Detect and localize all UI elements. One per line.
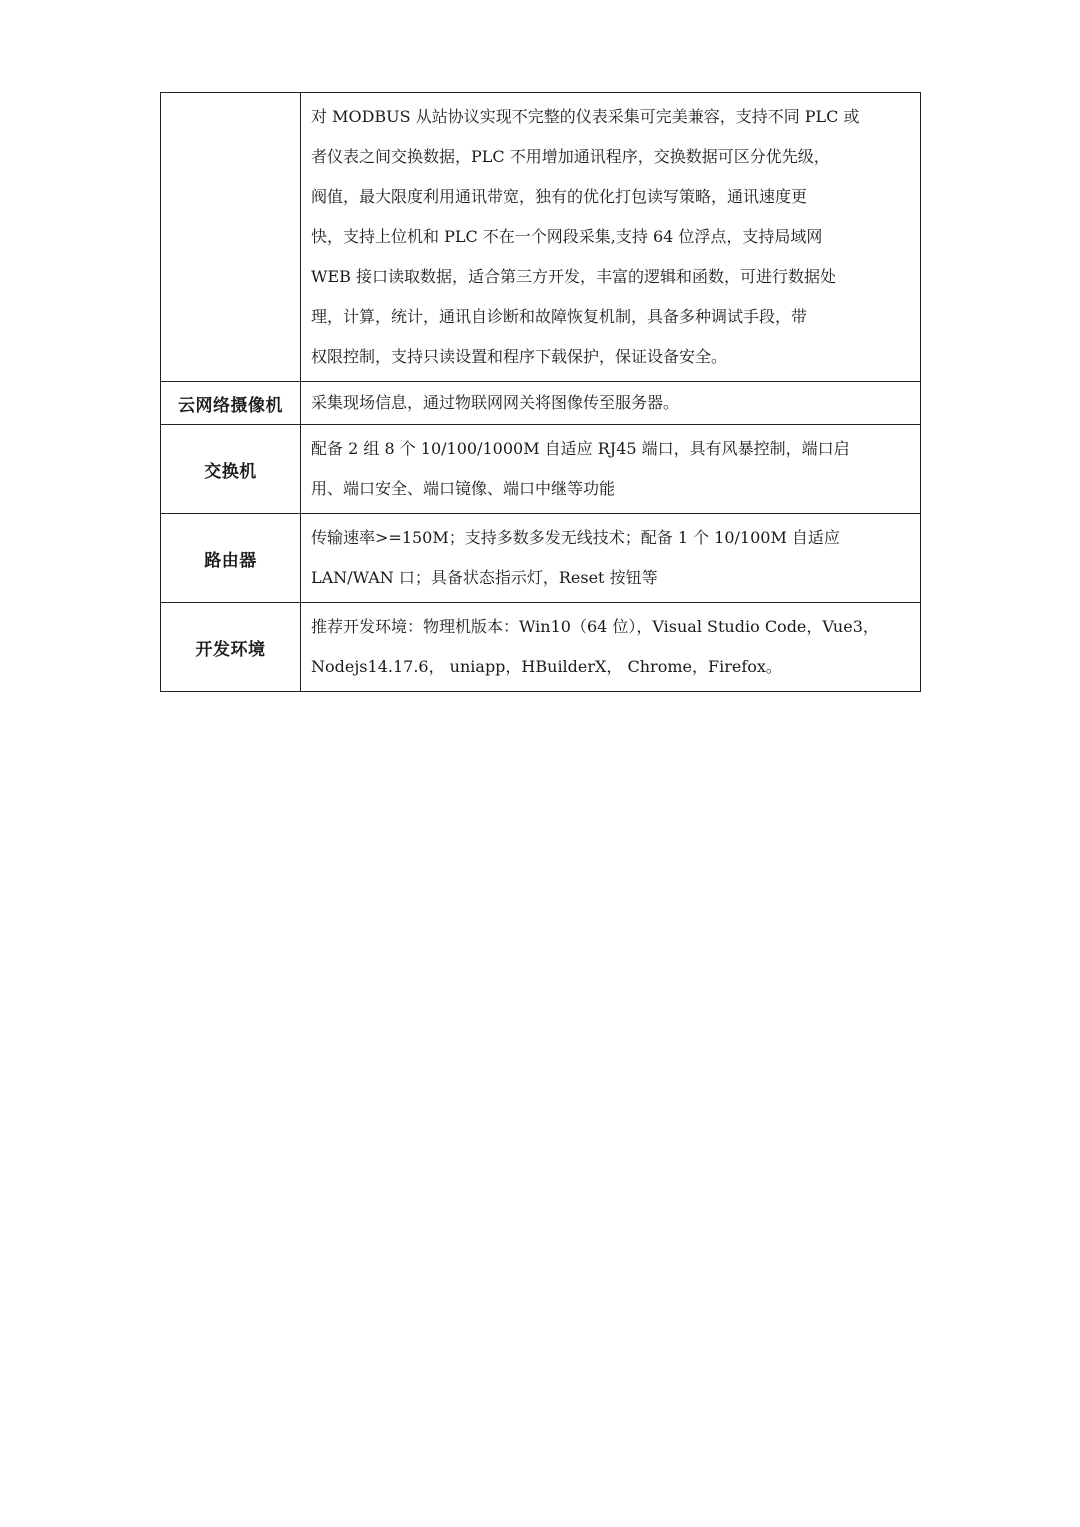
table-row-router <box>161 514 921 603</box>
row-name-cell: 开发环境 <box>161 603 301 692</box>
description-line: 阀值，最大限度利用通讯带宽，独有的优化打包读写策略，通讯速度更 <box>311 187 808 206</box>
row-description-cell <box>301 93 921 382</box>
description-line: 传输速率>=150M；支持多数多发无线技术；配备 1 个 10/100M 自适应 <box>311 528 840 547</box>
spec-table <box>160 92 921 692</box>
row-description-cell <box>301 382 921 425</box>
description-line: 用、端口安全、端口镜像、端口中继等功能 <box>311 479 616 498</box>
row-name-cell: 路由器 <box>161 514 301 603</box>
description-line: LAN/WAN 口；具备状态指示灯，Reset 按钮等 <box>311 568 658 587</box>
row-description-cell <box>301 603 921 692</box>
description-line: 理，计算，统计，通讯自诊断和故障恢复机制，具备多种调试手段，带 <box>311 307 808 326</box>
description-line: 对 MODBUS 从站协议实现不完整的仪表采集可完美兼容，支持不同 PLC 或 <box>311 107 860 126</box>
description-line: Nodejs14.17.6， uniapp，HBuilderX， Chrome，Firefox。 <box>311 657 782 676</box>
description-line: 者仪表之间交换数据，PLC 不用增加通讯程序，交换数据可区分优先级， <box>311 147 830 166</box>
row-name-cell: 交换机 <box>161 425 301 514</box>
row-description-cell <box>301 514 921 603</box>
description-line: 配备 2 组 8 个 10/100/1000M 自适应 RJ45 端口，具有风暴控制，端口启 <box>311 439 850 458</box>
row-description-cell <box>301 425 921 514</box>
row-name-cell <box>161 93 301 382</box>
table-row-switch <box>161 425 921 514</box>
description-line: 推荐开发环境：物理机版本：Win10（64 位），Visual Studio Code，Vue3， <box>311 617 879 636</box>
table-row-dev-environment <box>161 603 921 692</box>
description-line: 权限控制，支持只读设置和程序下载保护，保证设备安全。 <box>311 347 728 366</box>
table-row-modbus <box>161 93 921 382</box>
description-line: 快，支持上位机和 PLC 不在一个网段采集,支持 64 位浮点，支持局域网 <box>311 227 823 246</box>
description-line: WEB 接口读取数据，适合第三方开发，丰富的逻辑和函数，可进行数据处 <box>311 267 836 286</box>
table-row-cloud-camera <box>161 382 921 425</box>
description-line: 采集现场信息，通过物联网网关将图像传至服务器。 <box>311 393 680 412</box>
row-name-cell: 云网络摄像机 <box>161 382 301 425</box>
